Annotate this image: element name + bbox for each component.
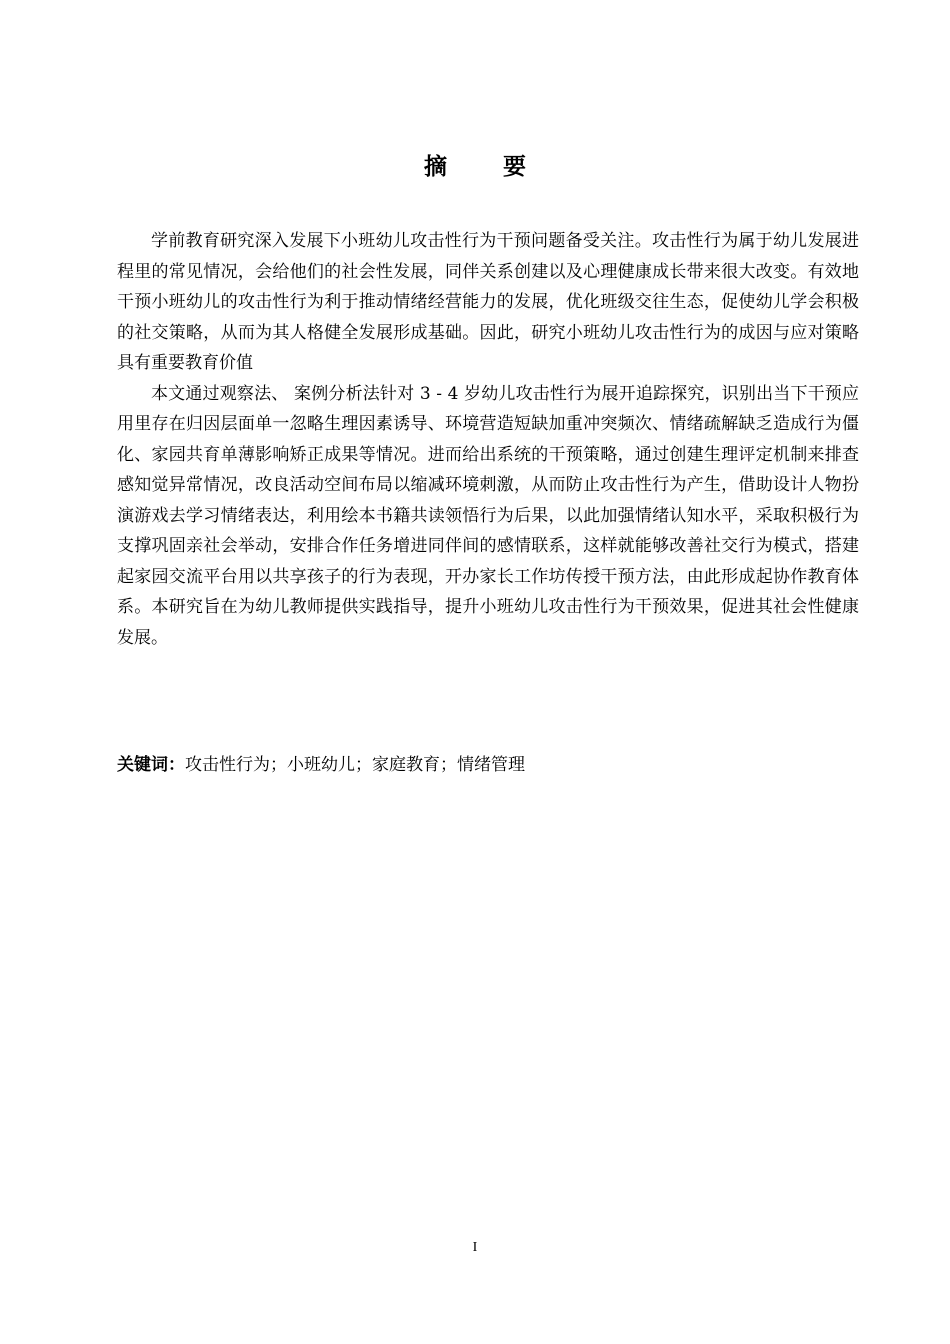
abstract-body xyxy=(117,226,859,653)
keywords-line xyxy=(117,750,859,780)
keywords-text: 攻击性行为；小班幼儿；家庭教育；情绪管理 xyxy=(185,755,525,775)
abstract-paragraph-1: 学前教育研究深入发展下小班幼儿攻击性行为干预问题备受关注。攻击性行为属于幼儿发展进程里的常见情况，会给他们的社会性发展，同伴关系创建以及心理健康成长带来很大改变。有效地干预小班幼儿的攻击性行为利于推动情绪经营能力的发展，优化班级交往生态，促使幼儿学会积极的社交策略，从而为其人格健全发展形成基础。因此，研究小班幼儿攻击性行为的成因与应对策略具有重要教育价值 xyxy=(117,231,859,373)
page-number: I xyxy=(472,1240,478,1255)
abstract-title: 摘 要 xyxy=(423,154,550,180)
abstract-paragraph-2: 本文通过观察法、 案例分析法针对 3 - 4 岁幼儿攻击性行为展开追踪探究，识别出当下干预应用里存在归因层面单一忽略生理因素诱导、环境营造短缺加重冲突频次、情绪疏解缺乏造成行为僵化、家园共育单薄影响矫正成果等情况。进而给出系统的干预策略，通过创建生理评定机制来排查感知觉异常情况，改良活动空间布局以缩减环境刺激，从而防止攻击性行为产生，借助设计人物扮演游戏去学习情绪表达，利用绘本书籍共读领悟行为后果，以此加强情绪认知水平，采取积极行为支撑巩固亲社会举动，安排合作任务增进同伴间的感情联系，这样就能够改善社交行为模式，搭建起家园交流平台用以共享孩子的行为表现，开办家长工作坊传授干预方法，由此形成起协作教育体系。本研究旨在为幼儿教师提供实践指导，提升小班幼儿攻击性行为干预效果，促进其社会性健康发展。 xyxy=(117,383,859,648)
keywords-label: 关键词： xyxy=(117,755,185,775)
